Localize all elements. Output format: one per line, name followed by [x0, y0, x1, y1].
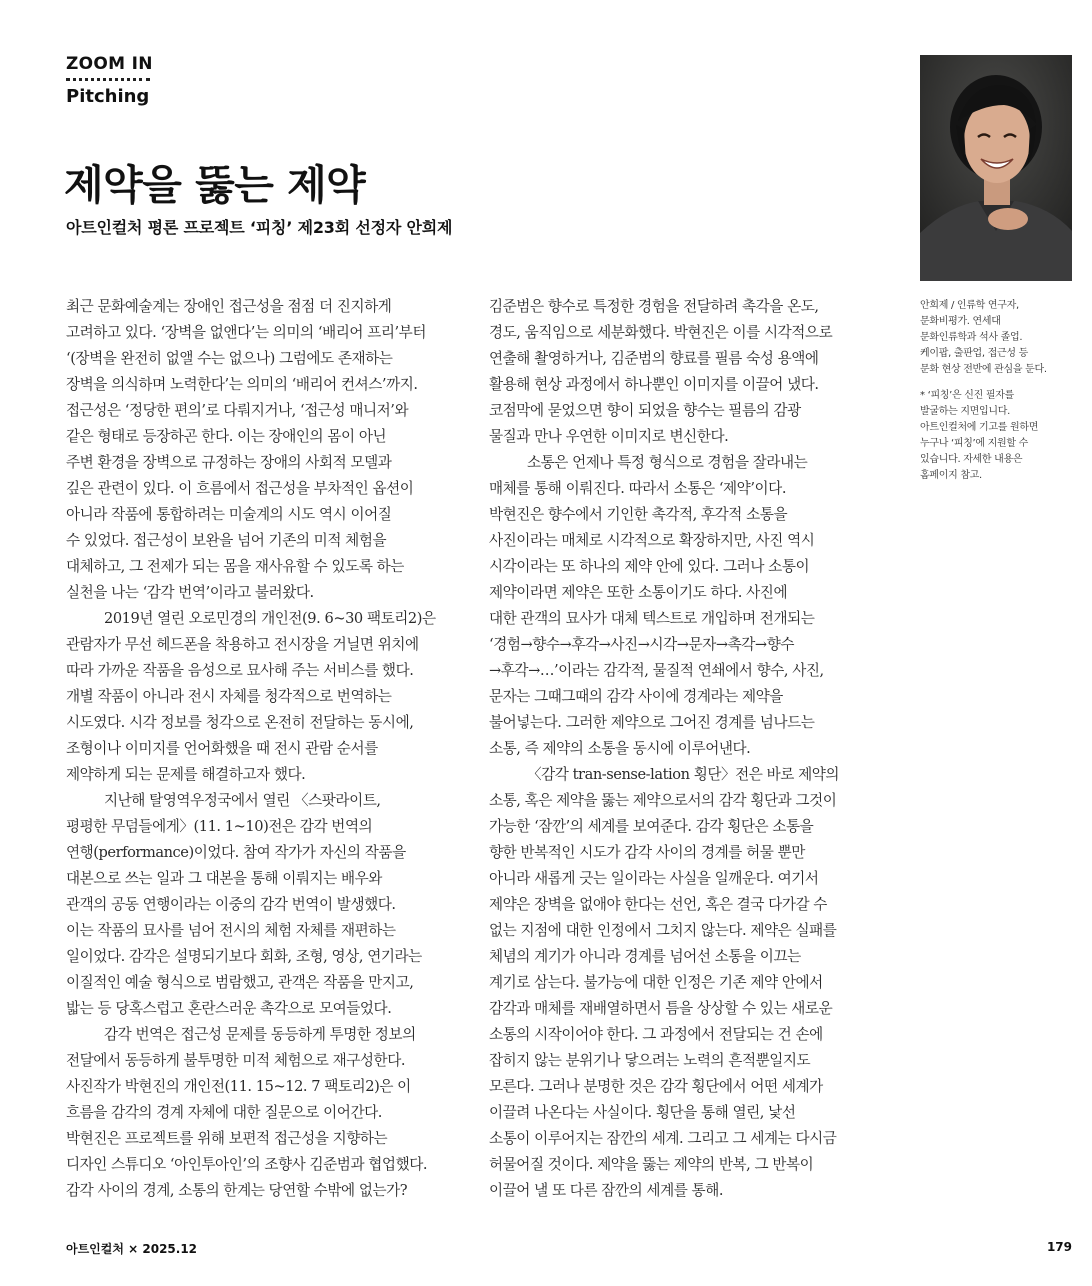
note-line: 누구나 ‘피칭’에 지원할 수 [920, 438, 1028, 449]
author-bio [920, 298, 1080, 378]
page-number: 179 [1046, 1240, 1072, 1254]
bio-line: 문화비평가. 연세대 [920, 316, 1001, 327]
body-line: 활용해 현상 과정에서 하나뿐인 이미지를 이끌어 냈다. [489, 376, 819, 393]
body-line: 주변 환경을 장벽으로 규정하는 장애의 사회적 모델과 [66, 454, 392, 471]
kicker-category: Pitching [66, 86, 150, 107]
body-line: 향한 반복적인 시도가 감각 사이의 경계를 허물 뿐만 [489, 844, 805, 861]
body-line: 아니라 작품에 통합하려는 미술계의 시도 역시 이어질 [66, 506, 392, 523]
article-subtitle: 아트인컬처 평론 프로젝트 ‘피칭’ 제23회 선정자 안희제 [66, 218, 453, 237]
body-line: 밟는 등 당혹스럽고 혼란스러운 촉각으로 모여들었다. [66, 1000, 392, 1017]
body-line: 사진작가 박현진의 개인전(11. 15~12. 7 팩토리2)은 이 [66, 1078, 411, 1095]
body-line: 2019년 열린 오로민경의 개인전(9. 6~30 팩토리2)은 [104, 610, 436, 627]
body-line: 관람자가 무선 헤드폰을 착용하고 전시장을 거닐면 위치에 [66, 636, 419, 653]
body-line: 소통, 혹은 제약을 뚫는 제약으로서의 감각 횡단과 그것이 [489, 792, 837, 809]
body-line: 이끌려 나온다는 사실이다. 횡단을 통해 열린, 낯선 [489, 1104, 796, 1121]
body-line: 이질적인 예술 형식으로 범람했고, 관객은 작품을 만지고, [66, 974, 414, 991]
body-line: 소통은 언제나 특정 형식으로 경험을 잘라내는 [527, 454, 808, 471]
author-photo [920, 55, 1072, 281]
body-line: 최근 문화예술계는 장애인 접근성을 점점 더 진지하게 [66, 298, 392, 315]
body-line: 같은 형태로 등장하곤 한다. 이는 장애인의 몸이 아닌 [66, 428, 387, 445]
body-line: 이는 작품의 묘사를 넘어 전시의 체험 자체를 재편하는 [66, 922, 396, 939]
body-line: 따라 가까운 작품을 음성으로 묘사해 주는 서비스를 했다. [66, 662, 414, 679]
body-line: 이끌어 낼 또 다른 잠깐의 세계를 통해. [489, 1182, 724, 1199]
body-line: 조형이나 이미지를 언어화했을 때 전시 관람 순서를 [66, 740, 378, 757]
body-line: 수 있었다. 접근성이 보완을 넘어 기존의 미적 체험을 [66, 532, 387, 549]
body-line: 소통, 즉 제약의 소통을 동시에 이루어낸다. [489, 740, 751, 757]
body-line: 대한 관객의 묘사가 대체 텍스트로 개입하며 전개되는 [489, 610, 815, 627]
body-line: 소통의 시작이어야 한다. 그 과정에서 전달되는 건 손에 [489, 1026, 823, 1043]
author-portrait-illustration [920, 55, 1072, 281]
body-line: 계기로 삼는다. 불가능에 대한 인정은 기존 제약 안에서 [489, 974, 823, 991]
body-line: 지난해 탈영역우정국에서 열린 〈스팟라이트, [104, 792, 381, 809]
body-line: 관객의 공동 연행이라는 이중의 감각 번역이 발생했다. [66, 896, 396, 913]
body-line: 모른다. 그러나 분명한 것은 감각 횡단에서 어떤 세계가 [489, 1078, 823, 1095]
kicker-zoom-in: ZOOM IN [66, 54, 153, 74]
body-line: 접근성은 ‘정당한 편의’로 다뤄지거나, ‘접근성 매니저’와 [66, 402, 409, 419]
note-line: * ‘피칭’은 신진 필자를 [920, 390, 1014, 401]
body-line: 〈감각 tran-sense-lation 횡단〉전은 바로 제약의 [527, 766, 840, 783]
body-line: 대체하고, 그 전제가 되는 몸을 재사유할 수 있도록 하는 [66, 558, 404, 575]
body-line: 깊은 관련이 있다. 이 흐름에서 접근성을 부차적인 옵션이 [66, 480, 414, 497]
bio-line: 문화인류학과 석사 졸업. [920, 332, 1023, 343]
body-line: 실천을 나는 ‘감각 번역’이라고 불러왔다. [66, 584, 314, 601]
bio-line: 안희제 / 인류학 연구자, [920, 300, 1019, 311]
body-line: 가능한 ‘잠깐’의 세계를 보여준다. 감각 횡단은 소통을 [489, 818, 814, 835]
body-line: 박현진은 향수에서 기인한 촉각적, 후각적 소통을 [489, 506, 788, 523]
dotted-divider [66, 76, 150, 81]
section-kicker [66, 54, 153, 108]
body-line: 문자는 그때그때의 감각 사이에 경계라는 제약을 [489, 688, 783, 705]
bio-line: 문화 현상 전반에 관심을 둔다. [920, 364, 1047, 375]
body-line: 시각이라는 또 하나의 제약 안에 있다. 그러나 소통이 [489, 558, 810, 575]
body-line: 전달에서 동등하게 불투명한 미적 체험으로 재구성한다. [66, 1052, 406, 1069]
body-line: ‘경험→향수→후각→사진→시각→문자→촉각→향수 [489, 636, 794, 653]
body-line: ‘(장벽을 완전히 없앨 수는 없으나) 그럼에도 존재하는 [66, 350, 393, 367]
body-line: 감각과 매체를 재배열하면서 틈을 상상할 수 있는 새로운 [489, 1000, 833, 1017]
body-line: 없는 지점에 대한 인정에서 그치지 않는다. 제약은 실패를 [489, 922, 837, 939]
note-line: 있습니다. 자세한 내용은 [920, 454, 1023, 465]
body-line: 연출해 촬영하거나, 김준범의 향료를 필름 숙성 용액에 [489, 350, 819, 367]
body-line: 아니라 새롭게 긋는 일이라는 사실을 일깨운다. 여기서 [489, 870, 819, 887]
body-line: 매체를 통해 이뤄진다. 따라서 소통은 ‘제약’이다. [489, 480, 787, 497]
body-line: 감각 번역은 접근성 문제를 동등하게 투명한 정보의 [104, 1026, 416, 1043]
body-line: 개별 작품이 아니라 전시 자체를 청각적으로 번역하는 [66, 688, 392, 705]
body-line: 박현진은 프로젝트를 위해 보편적 접근성을 지향하는 [66, 1130, 388, 1147]
body-line: 허물어질 것이다. 제약을 뚫는 제약의 반복, 그 반복이 [489, 1156, 814, 1173]
footer-publication: 아트인컬처 × 2025.12 [66, 1242, 198, 1256]
body-line: 체념의 계기가 아니라 경계를 넘어선 소통을 이끄는 [489, 948, 801, 965]
body-line: 제약은 장벽을 없애야 한다는 선언, 혹은 결국 다가갈 수 [489, 896, 827, 913]
author-sidebar [920, 298, 1080, 484]
note-line: 아트인컬처에 기고를 원하면 [920, 422, 1039, 433]
body-line: 장벽을 의식하며 노력한다’는 의미의 ‘배리어 컨셔스’까지. [66, 376, 418, 393]
body-line: 제약이라면 제약은 또한 소통이기도 하다. 사진에 [489, 584, 788, 601]
body-line: 시도였다. 시각 정보를 청각으로 온전히 전달하는 동시에, [66, 714, 414, 731]
body-line: 제약하게 되는 문제를 해결하고자 했다. [66, 766, 306, 783]
body-line: 디자인 스튜디오 ‘아인투아인’의 조향사 김준범과 협업했다. [66, 1156, 428, 1173]
body-line: 연행(performance)이었다. 참여 작가가 자신의 작품을 [66, 844, 406, 861]
body-line: 평평한 무덤들에게〉(11. 1~10)전은 감각 번역의 [66, 818, 373, 835]
body-line: 대본으로 쓰는 일과 그 대본을 통해 이뤄지는 배우와 [66, 870, 382, 887]
body-line: 물질과 만나 우연한 이미지로 변신한다. [489, 428, 729, 445]
body-line: 경도, 움직임으로 세분화했다. 박현진은 이를 시각적으로 [489, 324, 833, 341]
body-line: 일이었다. 감각은 설명되기보다 회화, 조형, 영상, 연기라는 [66, 948, 422, 965]
body-line: 코점막에 묻었으면 향이 되었을 향수는 필름의 감광 [489, 402, 801, 419]
body-line: 사진이라는 매체로 시각적으로 확장하지만, 사진 역시 [489, 532, 815, 549]
body-column-left [66, 294, 486, 1204]
body-line: →후각→…’이라는 감각적, 물질적 연쇄에서 향수, 사진, [489, 662, 824, 679]
note-line: 홈페이지 참고. [920, 470, 982, 481]
body-line: 흐름을 감각의 경계 자체에 대한 질문으로 이어간다. [66, 1104, 382, 1121]
body-line: 김준범은 향수로 특정한 경험을 전달하려 촉각을 온도, [489, 298, 819, 315]
body-line: 불어넣는다. 그러한 제약으로 그어진 경계를 넘나드는 [489, 714, 815, 731]
article-title: 제약을 뚫는 제약 [64, 161, 366, 209]
note-line: 발굴하는 지면입니다. [920, 406, 1010, 417]
body-line: 잡히지 않는 분위기나 닿으려는 노력의 흔적뿐일지도 [489, 1052, 811, 1069]
body-line: 소통이 이루어지는 잠깐의 세계. 그리고 그 세계는 다시금 [489, 1130, 837, 1147]
body-line: 고려하고 있다. ‘장벽을 없앤다’는 의미의 ‘배리어 프리’부터 [66, 324, 426, 341]
body-line: 감각 사이의 경계, 소통의 한계는 당연할 수밖에 없는가? [66, 1182, 408, 1199]
body-column-right [489, 294, 901, 1204]
bio-line: 케이팝, 출판업, 접근성 등 [920, 348, 1028, 359]
pitching-note [920, 388, 1080, 484]
